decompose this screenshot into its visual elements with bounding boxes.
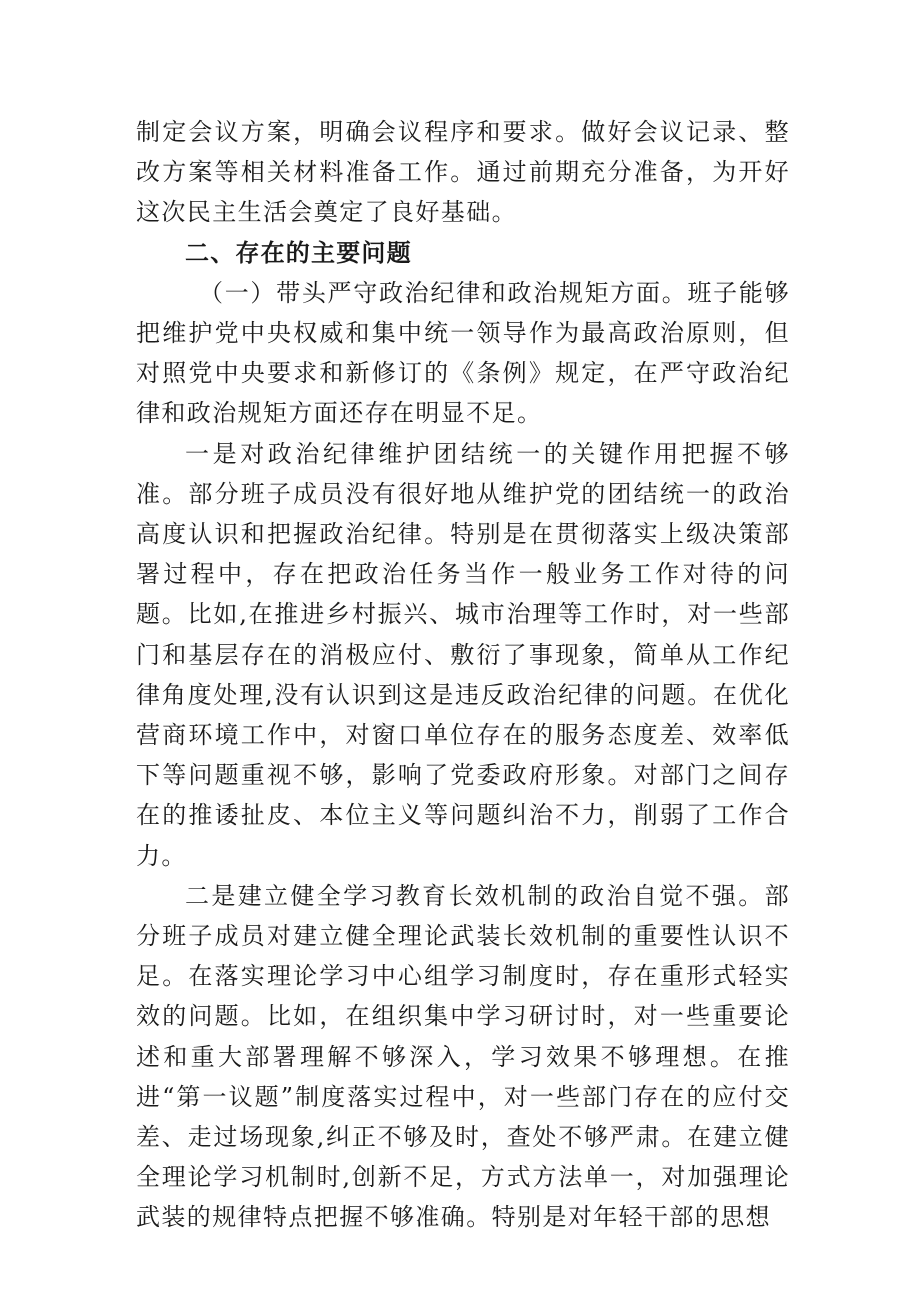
paragraph-intro-continuation: 制定会议方案，明确会议程序和要求。做好会议记录、整改方案等相关材料准备工作。通过前期充分准备，为开好这次民主生活会奠定了良好基础。 (136, 118, 790, 227)
document-body (136, 112, 790, 1238)
paragraph-subsection-1: （一）带头严守政治纪律和政治规矩方面。班子能够把维护党中央权威和集中统一领导作为最高政治原则，但对照党中央要求和新修订的《条例》规定，在严守政治纪律和政治规矩方面还存在明显不足。 (136, 278, 790, 428)
section-heading: 二、存在的主要问题 (185, 238, 412, 267)
paragraph-point-1: 一是对政治纪律维护团结统一的关键作用把握不够准。部分班子成员没有很好地从维护党的团结统一的政治高度认识和把握政治纪律。特别是在贯彻落实上级决策部署过程中，存在把政治任务当作一般业务工作对待的问题。比如,在推进乡村振兴、城市治理等工作时，对一些部门和基层存在的消极应付、敷衍了事现象，简单从工作纪律角度处理,没有认识到这是违反政治纪律的问题。在优化营商环境工作中，对窗口单位存在的服务态度差、效率低下等问题重视不够，影响了党委政府形象。对部门之间存在的推诿扯皮、本位主义等问题纠治不力，削弱了工作合力。 (136, 439, 790, 870)
paragraph-point-2: 二是建立健全学习教育长效机制的政治自觉不强。部分班子成员对建立健全理论武装长效机制的重要性认识不足。在落实理论学习中心组学习制度时，存在重形式轻实效的问题。比如，在组织集中学习研讨时，对一些重要论述和重大部署理解不够深入，学习效果不够理想。在推进“第一议题”制度落实过程中，对一些部门存在的应付交差、走过场现象,纠正不够及时，查处不够严肃。在建立健全理论学习机制时,创新不足，方式方法单一，对加强理论武装的规律特点把握不够准确。特别是对年轻干部的思想 (136, 881, 790, 1232)
